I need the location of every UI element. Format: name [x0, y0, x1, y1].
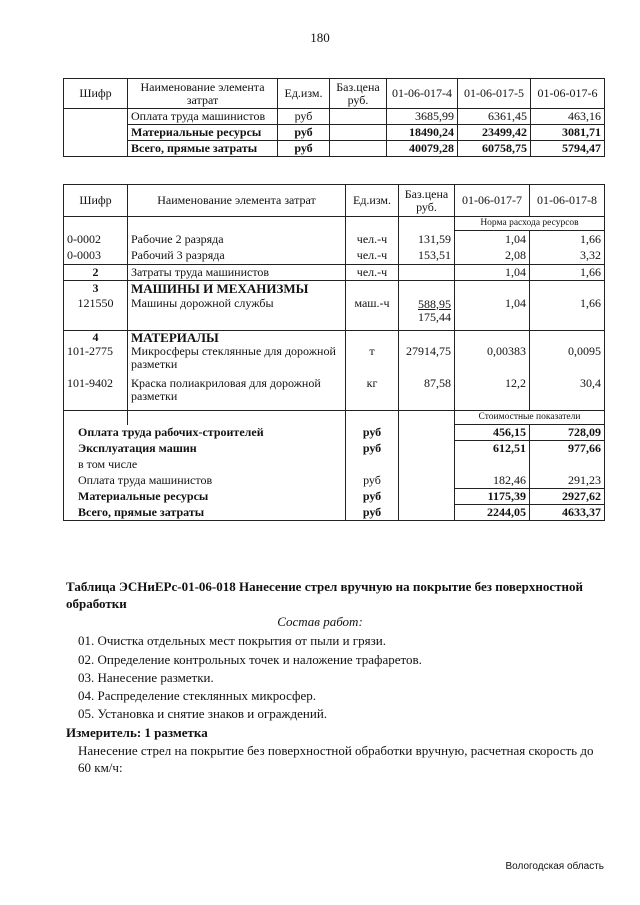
- work-item: 01. Очистка отдельных мест покрытия от пыли и грязи.: [78, 633, 386, 648]
- cost-label-row: [64, 411, 605, 425]
- row-unit: руб: [278, 109, 330, 125]
- row-code: 101-9402: [64, 377, 128, 411]
- cost-unit: руб: [346, 425, 399, 441]
- work-composition-heading: Состав работ:: [277, 614, 363, 629]
- table-row: [64, 248, 605, 265]
- row-value: 23499,42: [458, 125, 531, 141]
- row-name: Микросферы стеклянные для дорожной разметки: [128, 345, 346, 377]
- cost-row: [64, 489, 605, 505]
- cost-unit: руб: [346, 489, 399, 505]
- row-name: Оплата труда машинистов: [128, 109, 278, 125]
- row-name: Всего, прямые затраты: [128, 141, 278, 157]
- row-unit: кг: [346, 377, 399, 411]
- row-value: 3081,71: [531, 125, 605, 141]
- cost-row: [64, 505, 605, 521]
- section-row: [64, 281, 605, 297]
- cost-name: в том числе: [64, 457, 346, 473]
- cost-row: [64, 441, 605, 457]
- cost-name: Оплата труда рабочих-строителей: [64, 425, 346, 441]
- header-name: Наименование элемента затрат: [128, 79, 278, 109]
- cost-value: 2244,05: [455, 505, 530, 521]
- cost-name: Оплата труда машинистов: [64, 473, 346, 489]
- table-row: [64, 265, 605, 281]
- row-name: МАТЕРИАЛЫ: [128, 331, 346, 345]
- cost-value: 182,46: [455, 473, 530, 489]
- cost-table-1: [63, 78, 605, 157]
- header-base-price: Баз.цена руб.: [330, 79, 387, 109]
- header-code: Шифр: [64, 79, 128, 109]
- footer-region: Вологодская область: [505, 861, 604, 872]
- norm-label: Норма расхода ресурсов: [455, 217, 605, 231]
- work-item: 05. Установка и снятие знаков и ограждений.: [78, 706, 328, 721]
- row-unit: чел.-ч: [346, 231, 399, 248]
- header-col-7: 01-06-017-7: [455, 185, 530, 217]
- cost-value: 456,15: [455, 425, 530, 441]
- header-unit: Ед.изм.: [278, 79, 330, 109]
- cell-code: [64, 141, 128, 157]
- measurement-unit: Измеритель: 1 разметка: [66, 725, 208, 740]
- row-value: 1,66: [530, 297, 605, 331]
- table-row: [64, 141, 605, 157]
- cost-unit: руб: [346, 441, 399, 457]
- work-item: 02. Определение контрольных точек и наложение трафаретов.: [78, 652, 422, 667]
- cell-code: [64, 109, 128, 125]
- header-col-6: 01-06-017-6: [531, 79, 605, 109]
- row-price: 87,58: [399, 377, 455, 411]
- row-value: 1,04: [455, 297, 530, 331]
- row-value: 1,66: [530, 231, 605, 248]
- description: Нанесение стрел на покрытие без поверхностной обработки вручную, расчетная скорость до 60 км/ч:: [78, 743, 594, 775]
- cost-row: [64, 473, 605, 489]
- row-code: 0-0003: [64, 248, 128, 265]
- row-code: 3: [64, 281, 128, 297]
- row-value: 30,4: [530, 377, 605, 411]
- row-value: 12,2: [455, 377, 530, 411]
- row-value: 2,08: [455, 248, 530, 265]
- row-value: 60758,75: [458, 141, 531, 157]
- table-row: [64, 109, 605, 125]
- table-header-row: [64, 185, 605, 217]
- cost-name: Эксплуатация машин: [64, 441, 346, 457]
- row-name: Затраты труда машинистов: [128, 265, 346, 281]
- row-name: Рабочий 3 разряда: [128, 248, 346, 265]
- table-row: [64, 231, 605, 248]
- row-value: 1,04: [455, 265, 530, 281]
- row-price: [330, 109, 387, 125]
- cost-value: 2927,62: [530, 489, 605, 505]
- row-price: 153,51: [399, 248, 455, 265]
- row-code: 0-0002: [64, 231, 128, 248]
- row-price: 27914,75: [399, 345, 455, 377]
- section-title: Таблица ЭСНиЕРс-01-06-018 Нанесение стрел вручную на покрытие без поверхностной обработки: [66, 579, 584, 611]
- row-name: Машины дорожной службы: [128, 297, 346, 331]
- row-value: 6361,45: [458, 109, 531, 125]
- cost-value: 4633,37: [530, 505, 605, 521]
- row-code: 101-2775: [64, 345, 128, 377]
- cost-value: 291,23: [530, 473, 605, 489]
- cost-row: [64, 457, 605, 473]
- row-value: 463,16: [531, 109, 605, 125]
- cost-value: 728,09: [530, 425, 605, 441]
- row-value: 5794,47: [531, 141, 605, 157]
- row-unit: чел.-ч: [346, 248, 399, 265]
- table-row: [64, 345, 605, 377]
- row-value: 40079,28: [387, 141, 458, 157]
- page-number: 180: [310, 30, 330, 45]
- header-col-8: 01-06-017-8: [530, 185, 605, 217]
- row-code: 2: [64, 265, 128, 281]
- table-row: [64, 125, 605, 141]
- work-item: 03. Нанесение разметки.: [78, 670, 214, 685]
- row-name: Материальные ресурсы: [128, 125, 278, 141]
- row-value: 0,00383: [455, 345, 530, 377]
- work-item: 04. Распределение стеклянных микросфер.: [78, 688, 316, 703]
- row-price: [399, 265, 455, 281]
- row-value: 3685,99: [387, 109, 458, 125]
- row-name: МАШИНЫ И МЕХАНИЗМЫ: [128, 281, 346, 297]
- row-value: 18490,24: [387, 125, 458, 141]
- cost-name: Материальные ресурсы: [64, 489, 346, 505]
- cost-table-2: [63, 184, 605, 521]
- cost-unit: руб: [346, 505, 399, 521]
- row-value: 3,32: [530, 248, 605, 265]
- cost-value: 612,51: [455, 441, 530, 457]
- row-value: 1,66: [530, 265, 605, 281]
- row-price: [330, 125, 387, 141]
- cell-code: [64, 125, 128, 141]
- row-code: 4: [64, 331, 128, 345]
- row-price: [330, 141, 387, 157]
- row-unit: руб: [278, 125, 330, 141]
- row-price-cell: [399, 297, 455, 331]
- header-unit: Ед.изм.: [346, 185, 399, 217]
- header-base-price: Баз.цена руб.: [399, 185, 455, 217]
- row-code: 121550: [64, 297, 128, 331]
- header-name: Наименование элемента затрат: [128, 185, 346, 217]
- row-name: Краска полиакриловая для дорожной разметки: [128, 377, 346, 411]
- section-row: [64, 331, 605, 345]
- row-name: Рабочие 2 разряда: [128, 231, 346, 248]
- header-code: Шифр: [64, 185, 128, 217]
- row-price-secondary: 175,44: [418, 309, 451, 324]
- table-header-row: [64, 79, 605, 109]
- table-row: [64, 377, 605, 411]
- cost-label: Стоимостные показатели: [455, 411, 605, 425]
- row-value: 1,04: [455, 231, 530, 248]
- cost-value: 977,66: [530, 441, 605, 457]
- row-unit: т: [346, 345, 399, 377]
- row-price: 588,95: [418, 296, 451, 311]
- cost-unit: руб: [346, 473, 399, 489]
- norm-label-row: [64, 217, 605, 231]
- cost-name: Всего, прямые затраты: [64, 505, 346, 521]
- row-price: 131,59: [399, 231, 455, 248]
- row-value: 0,0095: [530, 345, 605, 377]
- cost-value: 1175,39: [455, 489, 530, 505]
- row-unit: руб: [278, 141, 330, 157]
- table-row: [64, 297, 605, 331]
- row-unit: маш.-ч: [346, 297, 399, 331]
- header-col-5: 01-06-017-5: [458, 79, 531, 109]
- header-col-4: 01-06-017-4: [387, 79, 458, 109]
- row-unit: чел.-ч: [346, 265, 399, 281]
- cost-row: [64, 425, 605, 441]
